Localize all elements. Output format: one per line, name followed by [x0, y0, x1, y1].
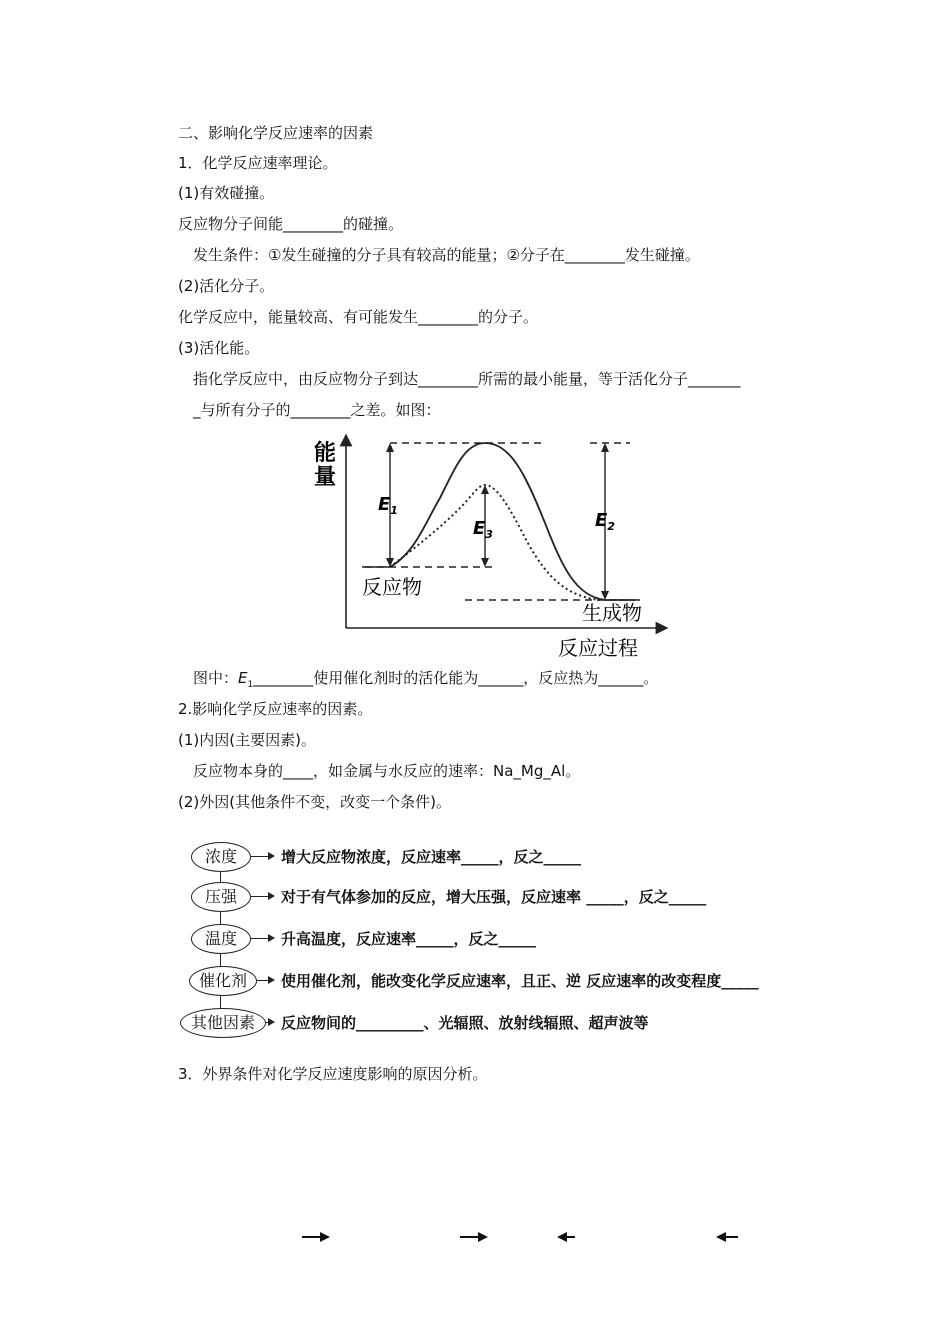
energy-diagram [300, 428, 680, 668]
factor-pressure-oval: 压强 [191, 882, 251, 912]
factor-catalyst-oval: 催化剂 [189, 966, 257, 996]
factor-concentration-oval: 浓度 [191, 842, 251, 872]
e2-label: $E_2$ [595, 510, 615, 533]
factor-other-text: 反应物间的_________、光辐照、放射线辐照、超声波等 [281, 1014, 649, 1032]
arrow-icon [266, 1022, 273, 1023]
external-factor-heading: (2)外因(其他条件不变，改变一个条件)。 [178, 793, 451, 811]
product-label: 生成物 [582, 601, 642, 625]
reactant-label: 反应物 [362, 575, 422, 599]
item-2-heading: 2.影响化学反应速率的因素。 [178, 700, 373, 718]
collision-conditions: 发生条件：①发生碰撞的分子具有较高的能量；②分子在________发生碰撞。 [193, 246, 700, 264]
activation-energy-definition-cont: _与所有分子的________之差。如图： [193, 401, 441, 419]
figure-question: 图中：$E_1\_\_\_\_\_\_\_\_$使用催化剂时的活化能为______，反应热为______。 [193, 669, 659, 690]
arrow-icon [251, 856, 273, 857]
section-heading: 二、影响化学反应速率的因素 [178, 124, 374, 142]
arrow-icon [257, 980, 273, 981]
left-arrow-icon [557, 1230, 575, 1244]
arrow-icon [251, 896, 273, 897]
effective-collision-definition: 反应物分子间能________的碰撞。 [178, 215, 404, 233]
internal-factor-text: 反应物本身的____，如金属与水反应的速率：Na_Mg_Al。 [193, 762, 581, 780]
right-arrow-icon [460, 1230, 488, 1244]
y-axis-label-1: 能 [314, 441, 337, 466]
sub-heading-activated-molecule: (2)活化分子。 [178, 277, 275, 295]
internal-factor-heading: (1)内因(主要因素)。 [178, 731, 316, 749]
sub-heading-effective-collision: (1)有效碰撞。 [178, 184, 275, 202]
left-arrow-icon [716, 1230, 738, 1244]
factor-catalyst-text: 使用催化剂，能改变化学反应速率，且正、逆 反应速率的改变程度_____ [281, 972, 759, 990]
factor-other-oval: 其他因素 [180, 1008, 266, 1038]
factors-diagram [178, 836, 828, 1046]
item-1-heading: 1．化学反应速率理论。 [178, 154, 338, 172]
activated-molecule-definition: 化学反应中，能量较高、有可能发生________的分子。 [178, 308, 539, 326]
sub-heading-activation-energy: (3)活化能。 [178, 339, 260, 357]
e1-label: $E_1$ [378, 494, 398, 517]
activation-energy-definition: 指化学反应中，由反应物分子到达________所需的最小能量，等于活化分子_______ [193, 370, 741, 388]
factor-pressure-text: 对于有气体参加的反应，增大压强，反应速率 _____，反之_____ [281, 888, 707, 906]
factor-concentration-text: 增大反应物浓度，反应速率_____，反之_____ [281, 848, 582, 866]
y-axis-label-2: 量 [314, 465, 337, 490]
factor-temperature-text: 升高温度，反应速率_____，反之_____ [281, 930, 537, 948]
e3-label: $E_3$ [473, 518, 493, 541]
factor-temperature-oval: 温度 [191, 924, 251, 954]
item-3-heading: 3．外界条件对化学反应速度影响的原因分析。 [178, 1065, 488, 1083]
x-axis-label: 反应过程 [558, 636, 638, 660]
arrow-icon [251, 938, 273, 939]
right-arrow-icon [302, 1230, 330, 1244]
